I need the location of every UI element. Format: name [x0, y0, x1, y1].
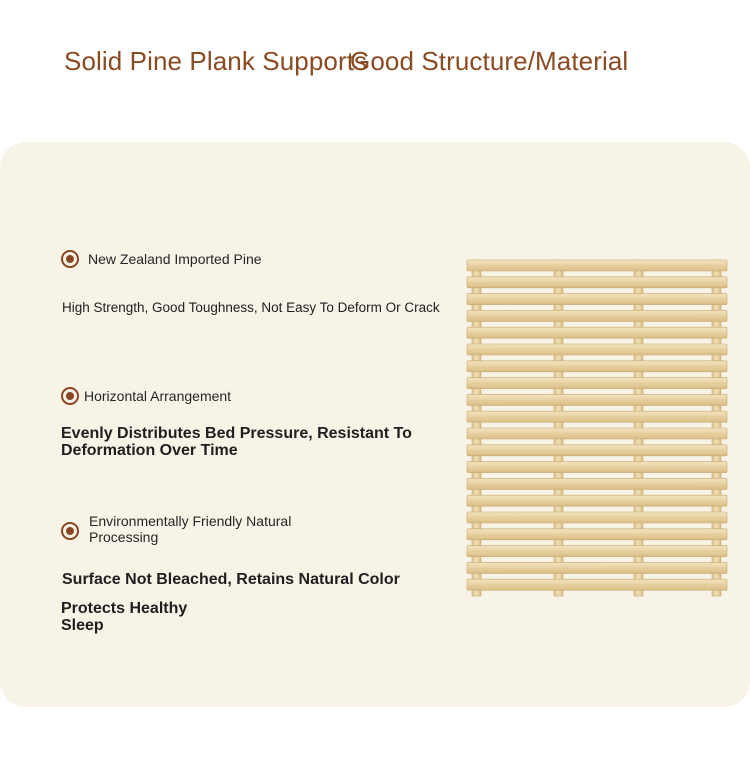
bullet-icon [61, 250, 79, 268]
bullet-icon [61, 387, 79, 405]
heading-solid-pine: Solid Pine Plank Supports [64, 46, 368, 76]
feature-label-horizontal: Horizontal Arrangement [84, 388, 232, 404]
pine-slat-frame-image [466, 258, 728, 598]
feature-label-pine: New Zealand Imported Pine [88, 251, 262, 267]
feature-label-eco: Environmentally Friendly Natural Processing [89, 513, 292, 545]
feature-extra-eco: Protects Healthy Sleep [61, 600, 188, 634]
feature-desc-pine: High Strength, Good Toughness, Not Easy To Deform Or Crack [62, 300, 440, 315]
feature-desc-horizontal: Evenly Distributes Bed Pressure, Resistant To Deformation Over Time [61, 425, 412, 459]
feature-desc-eco: Surface Not Bleached, Retains Natural Color [62, 571, 400, 588]
bullet-icon [61, 522, 79, 540]
heading-good-structure: Good Structure/Material [350, 46, 629, 76]
wood-grain [470, 350, 724, 351]
